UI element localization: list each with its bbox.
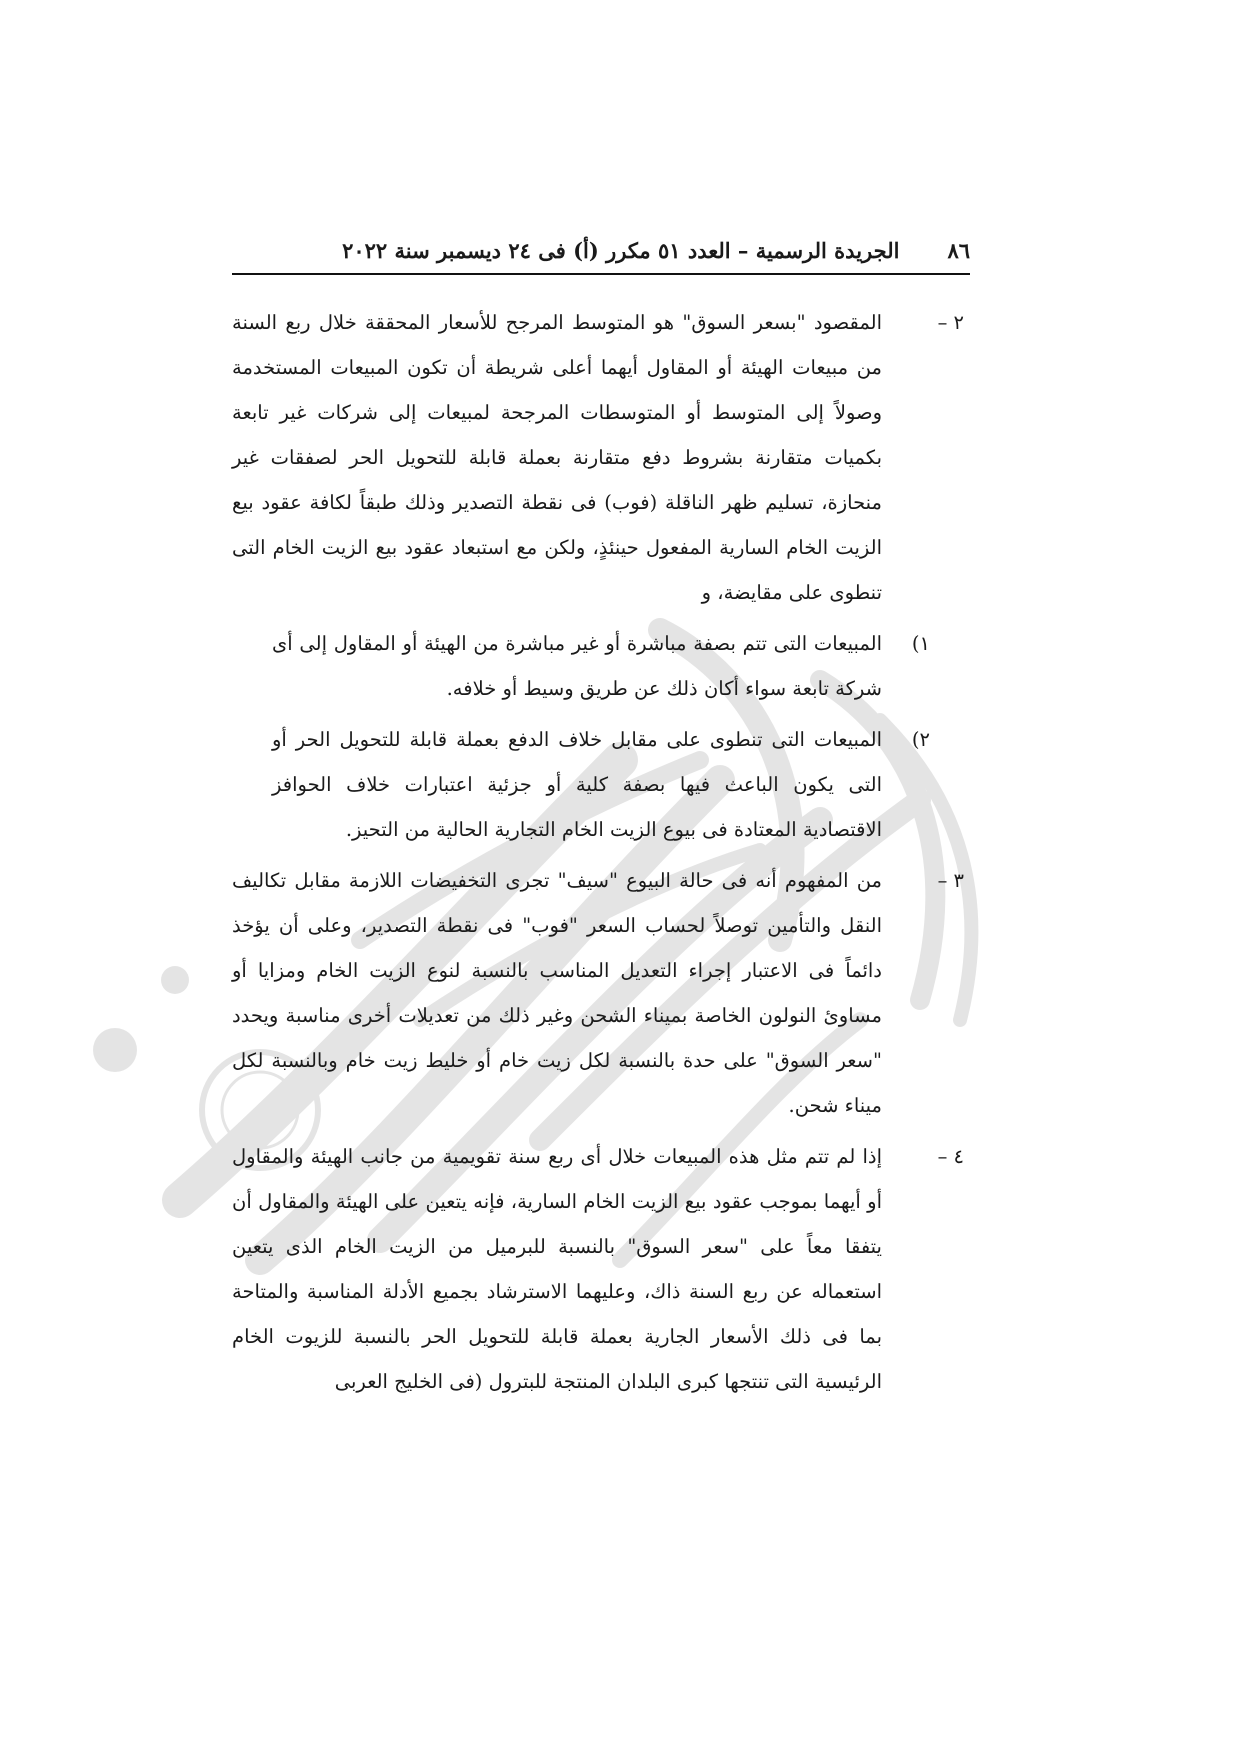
gazette-title: الجريدة الرسمية – العدد ٥١ مكرر (أ) فى ٢٤ ديسمبر سنة ٢٠٢٢ <box>342 237 900 263</box>
header-divider <box>232 273 970 275</box>
clause-text: من المفهوم أنه فى حالة البيوع "سيف" تجرى التخفيضات اللازمة مقابل تكاليف النقل والتأمين توصلاً لحساب السعر "فوب" فى نقطة التصدير، وعلى أن يؤخذ دائماً فى الاعتبار إجراء التعديل المناسب بالنسبة لنوع الزيت الخام ومزايا أو مساوئ النولون الخاصة بميناء الشحن وغير ذلك من تعديلات أخرى مناسبة ويحدد "سعر السوق" على حدة بالنسبة لكل زيت خام أو خليط زيت خام وبالنسبة لكل ميناء شحن. <box>232 869 882 1117</box>
page-header <box>232 230 970 270</box>
sub-clause-text: المبيعات التى تنطوى على مقابل خلاف الدفع بعملة قابلة للتحويل الحر أو التى يكون الباعث فيها بصفة كلية أو جزئية اعتبارات خلاف الحوافز الاقتصادية المعتادة فى بيوع الزيت الخام التجارية الحالية من التحيز. <box>272 728 882 841</box>
sub-clause-2 <box>232 717 970 852</box>
document-body <box>232 300 970 1410</box>
sub-clause-number: ١) <box>911 632 930 655</box>
clause-text: إذا لم تتم مثل هذه المبيعات خلال أى ربع سنة تقويمية من جانب الهيئة والمقاول أو أيهما بموجب عقود بيع الزيت الخام السارية، فإنه يتعين على الهيئة والمقاول أن يتفقا معاً على "سعر السوق" بالنسبة للبرميل من الزيت الخام الذى يتعين استعماله عن ربع السنة ذاك، وعليهما الاسترشاد بجميع الأدلة المناسبة والمتاحة بما فى ذلك الأسعار الجارية بعملة قابلة للتحويل الحر بالنسبة للزيوت الخام الرئيسية التى تنتجها كبرى البلدان المنتجة للبترول (فى الخليج العربى <box>232 1145 882 1393</box>
sub-clause-1 <box>232 621 970 711</box>
clause-4 <box>232 1134 970 1404</box>
sub-clause-number: ٢) <box>911 728 930 751</box>
clause-text: المقصود "بسعر السوق" هو المتوسط المرجح للأسعار المحققة خلال ربع السنة من مبيعات الهيئة أو المقاول أيهما أعلى شريطة أن تكون المبيعات المستخدمة وصولاً إلى المتوسط أو المتوسطات المرجحة لمبيعات إلى شركات غير تابعة بكميات متقارنة بشروط دفع متقارنة بعملة قابلة للتحويل الحر لصفقات غير منحازة، تسليم ظهر الناقلة (فوب) فى نقطة التصدير وذلك طبقاً لكافة عقود بيع الزيت الخام السارية المفعول حينئذٍ، ولكن مع استبعاد عقود بيع الزيت الخام التى تنطوى على مقايضة، و <box>232 311 882 604</box>
clause-number: ٤ – <box>937 1145 964 1168</box>
clause-number: ٣ – <box>937 869 964 892</box>
clause-3 <box>232 858 970 1128</box>
sub-clause-text: المبيعات التى تتم بصفة مباشرة أو غير مباشرة من الهيئة أو المقاول إلى أى شركة تابعة سواء أكان ذلك عن طريق وسيط أو خلافه. <box>272 632 882 700</box>
clause-2 <box>232 300 970 615</box>
clause-number: ٢ – <box>937 311 964 334</box>
page-number: ٨٦ <box>947 237 970 263</box>
